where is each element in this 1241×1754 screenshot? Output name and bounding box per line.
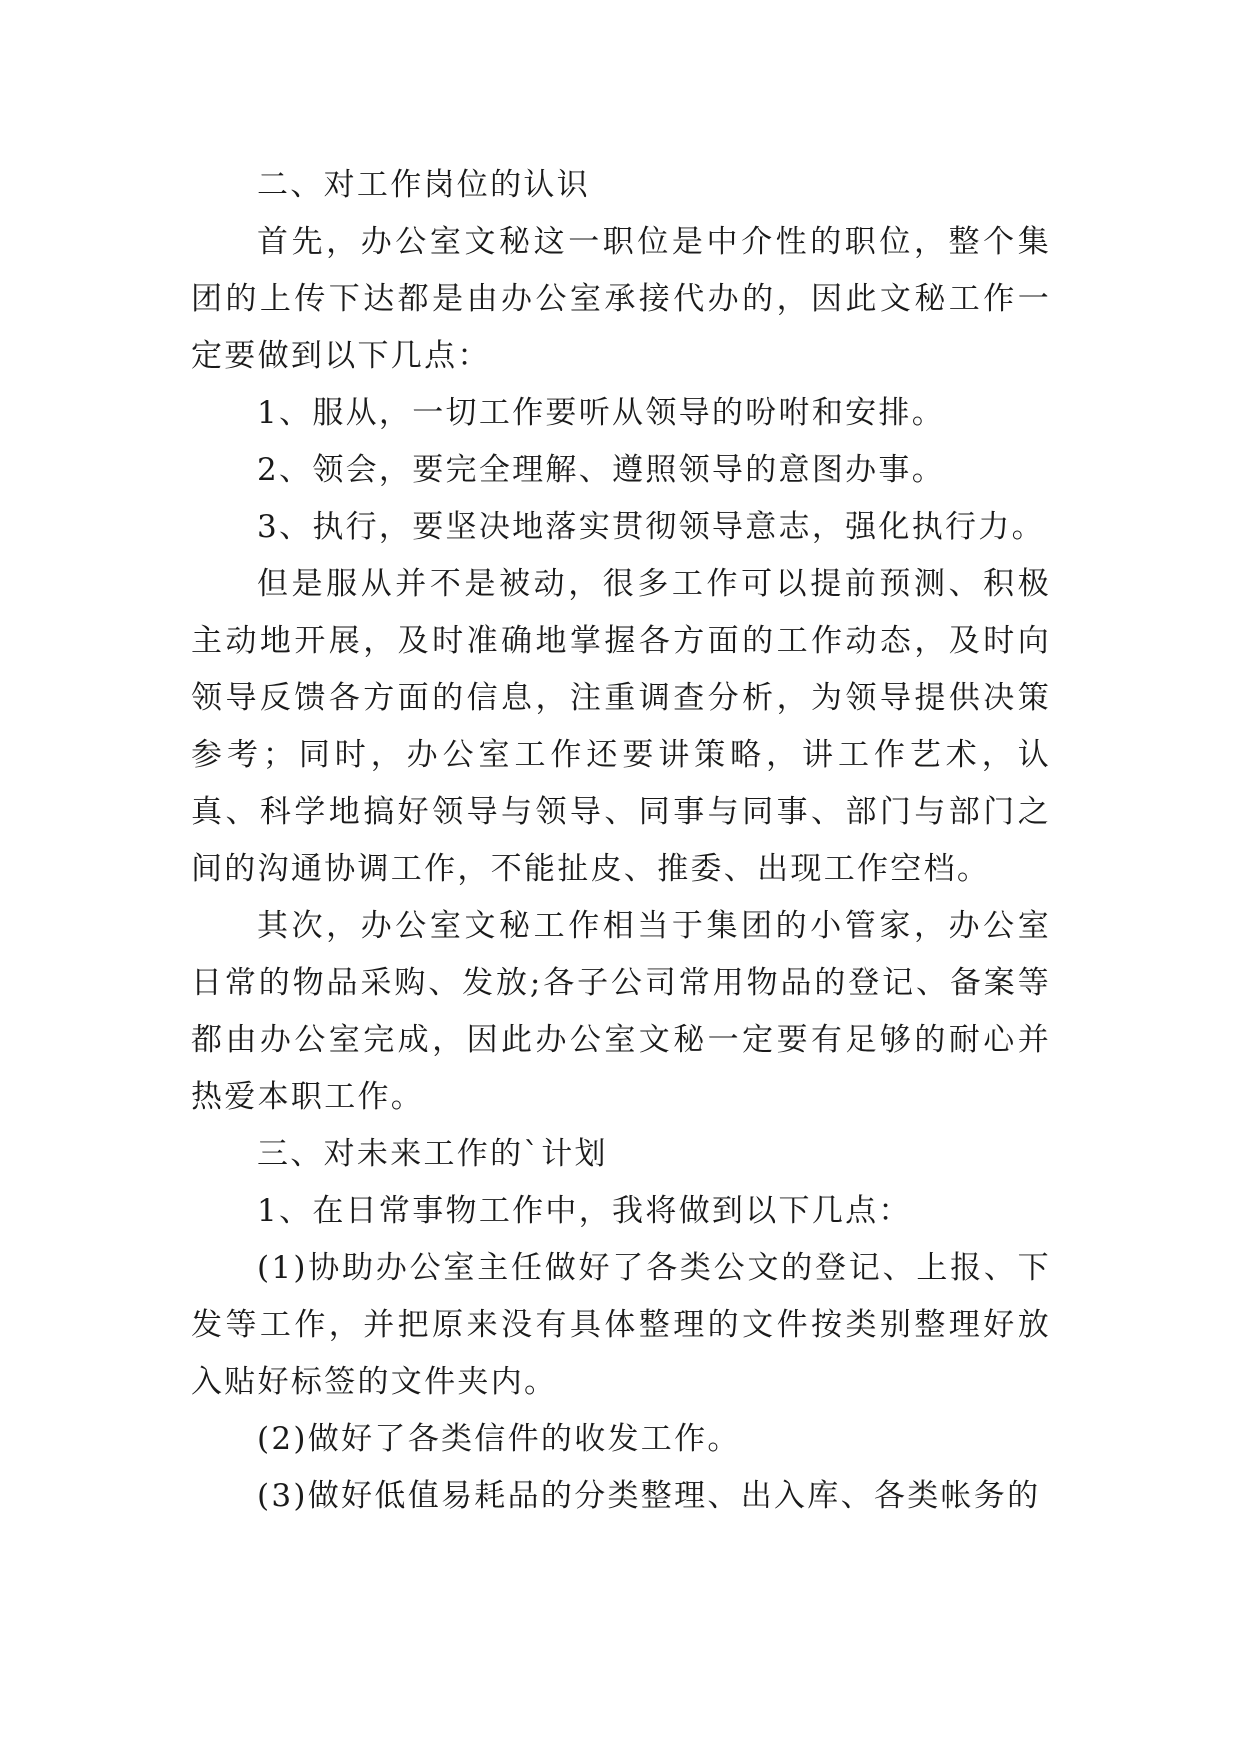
paragraph-proactive: 但是服从并不是被动，很多工作可以提前预测、积极主动地开展，及时准确地掌握各方面的工作动态，及时向领导反馈各方面的信息，注重调查分析，为领导提供决策参考；同时，办公室工作还要讲策略，讲工作艺术，认真、科学地搞好领导与领导、同事与同事、部门与部门之间的沟通协调工作，不能扯皮、推委、出现工作空档。 [191,566,1051,887]
paragraph-second-point: 其次，办公室文秘工作相当于集团的小管家，办公室日常的物品采购、发放;各子公司常用物品的登记、备案等都由办公室完成，因此办公室文秘一定要有足够的耐心并热爱本职工作。 [191,908,1051,1115]
list-item-execute: 3、执行，要坚决地落实贯彻领导意志，强化执行力。 [257,509,1045,545]
document-body [191,157,1051,1525]
paragraph-first-point: 首先，办公室文秘这一职位是中介性的职位，整个集团的上传下达都是由办公室承接代办的，因此文秘工作一定要做到以下几点： [191,224,1051,374]
list-item-daily-affairs: 1、在日常事物工作中，我将做到以下几点： [257,1193,912,1229]
sub-item-1: (1)协助办公室主任做好了各类公文的登记、上报、下发等工作，并把原来没有具体整理的文件按类别整理好放入贴好标签的文件夹内。 [191,1250,1051,1400]
sub-item-2: (2)做好了各类信件的收发工作。 [257,1421,741,1457]
section-heading-future-plan: 三、对未来工作的`计划 [257,1136,608,1172]
list-item-understand: 2、领会，要完全理解、遵照领导的意图办事。 [257,452,946,488]
section-heading-job-understanding: 二、对工作岗位的认识 [257,167,590,203]
sub-item-3: (3)做好低值易耗品的分类整理、出入库、各类帐务的 [257,1478,1041,1514]
list-item-obey: 1、服从，一切工作要听从领导的吩咐和安排。 [257,395,946,431]
